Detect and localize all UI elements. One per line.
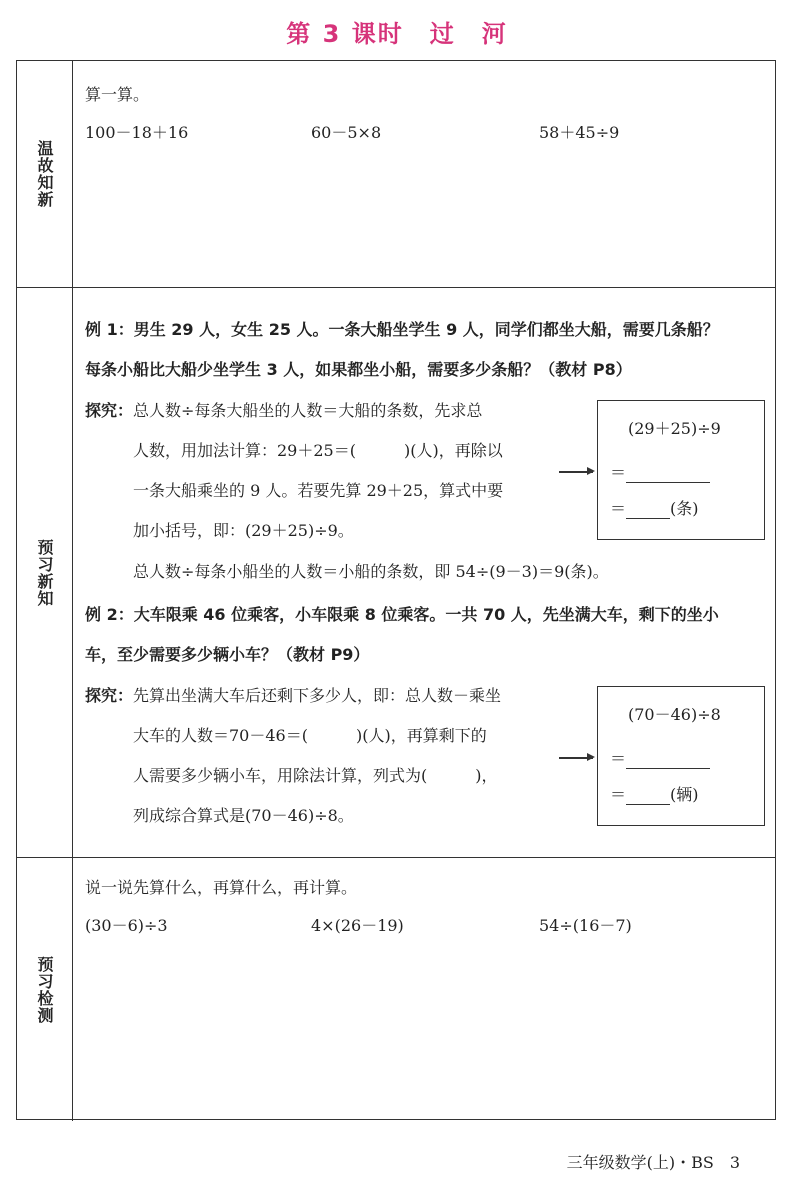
example-2-explore-2: 大车的人数＝70－46＝( )(人)，再算剩下的 xyxy=(133,726,487,745)
explore-text: 先算出坐满大车后还剩下多少人，即：总人数－乘坐 xyxy=(133,686,502,705)
review-problem-3: 58＋45÷9 xyxy=(539,123,620,142)
answer-blank[interactable] xyxy=(626,500,670,519)
answer-box-2-line-2 xyxy=(610,785,699,805)
page-title: 第 3 课时 过 河 xyxy=(286,20,508,48)
example-1-explore-2: 人数，用加法计算：29＋25＝( )(人)，再除以 xyxy=(133,441,503,460)
section-label-text: 预习新知 xyxy=(35,538,54,607)
example-2-explore-4: 列成综合算式是(70－46)÷8。 xyxy=(133,806,354,825)
answer-blank[interactable] xyxy=(626,786,670,805)
equals-sign: ＝ xyxy=(610,749,627,768)
example-1-line-1 xyxy=(85,320,719,340)
unit-label: (条) xyxy=(670,499,699,518)
example-2-label: 例 2： xyxy=(85,605,134,624)
explore-text: 总人数÷每条大船坐的人数＝大船的条数，先求总 xyxy=(133,401,483,420)
answer-box-2 xyxy=(597,686,765,826)
arrow-right-icon xyxy=(559,471,593,473)
answer-box-2-expr: (70－46)÷8 xyxy=(628,705,721,724)
review-instruction: 算一算。 xyxy=(85,85,150,104)
answer-blank[interactable] xyxy=(626,750,710,769)
example-2-explore-3: 人需要多少辆小车，用除法计算，列式为( )， xyxy=(133,766,498,785)
review-problem-2: 60－5×8 xyxy=(311,123,382,142)
section-preview xyxy=(17,288,775,858)
review-problem-1: 100－18＋16 xyxy=(85,123,189,142)
equals-sign: ＝ xyxy=(610,785,627,804)
check-problem-2: 4×(26－19) xyxy=(311,916,404,935)
section-check xyxy=(17,858,775,1121)
equals-sign: ＝ xyxy=(610,499,627,518)
section-label-review xyxy=(17,61,73,287)
example-2-line-2: 车，至少需要多少辆小车？（教材 P9） xyxy=(85,645,370,664)
equals-sign: ＝ xyxy=(610,463,627,482)
example-1-explore-1 xyxy=(85,401,482,421)
example-1-label: 例 1： xyxy=(85,320,134,339)
answer-blank[interactable] xyxy=(626,464,710,483)
answer-box-1-expr: (29＋25)÷9 xyxy=(628,419,721,438)
section-content-preview xyxy=(73,288,775,857)
explore-label: 探究： xyxy=(85,401,134,420)
unit-label: (辆) xyxy=(670,785,699,804)
answer-box-1 xyxy=(597,400,765,540)
example-1-explore-3: 一条大船乘坐的 9 人。若要先算 29＋25，算式中要 xyxy=(133,481,504,500)
section-label-preview xyxy=(17,288,73,857)
explore-label: 探究： xyxy=(85,686,134,705)
check-instruction: 说一说先算什么，再算什么，再计算。 xyxy=(85,878,358,897)
page-footer: 三年级数学(上)・BS 3 xyxy=(566,1153,740,1172)
check-problem-1: (30－6)÷3 xyxy=(85,916,168,935)
section-content-review xyxy=(73,61,775,287)
arrow-right-icon xyxy=(559,757,593,759)
check-problem-3: 54÷(16－7) xyxy=(539,916,632,935)
section-review xyxy=(17,61,775,288)
section-label-text: 预习检测 xyxy=(35,955,54,1024)
section-label-text: 温故知新 xyxy=(35,140,54,208)
answer-box-1-line-2 xyxy=(610,499,699,519)
answer-box-2-line-1 xyxy=(610,749,710,769)
example-1-line-2: 每条小船比大船少坐学生 3 人，如果都坐小船，需要多少条船？（教材 P8） xyxy=(85,360,632,379)
section-content-check xyxy=(73,858,775,1121)
section-label-check xyxy=(17,858,73,1121)
example-2-explore-1 xyxy=(85,686,501,706)
example-1-explore-5: 总人数÷每条小船坐的人数＝小船的条数，即 54÷(9－3)＝9(条)。 xyxy=(133,562,609,581)
example-1-explore-4: 加小括号，即：(29＋25)÷9。 xyxy=(133,521,354,540)
answer-box-1-line-1 xyxy=(610,463,710,483)
example-2-text: 大车限乘 46 位乘客，小车限乘 8 位乘客。一共 70 人，先坐满大车，剩下的坐小 xyxy=(133,605,719,624)
example-1-text: 男生 29 人，女生 25 人。一条大船坐学生 9 人，同学们都坐大船，需要几条船？ xyxy=(133,320,719,339)
example-2-line-1 xyxy=(85,605,719,625)
worksheet-table xyxy=(16,60,776,1120)
